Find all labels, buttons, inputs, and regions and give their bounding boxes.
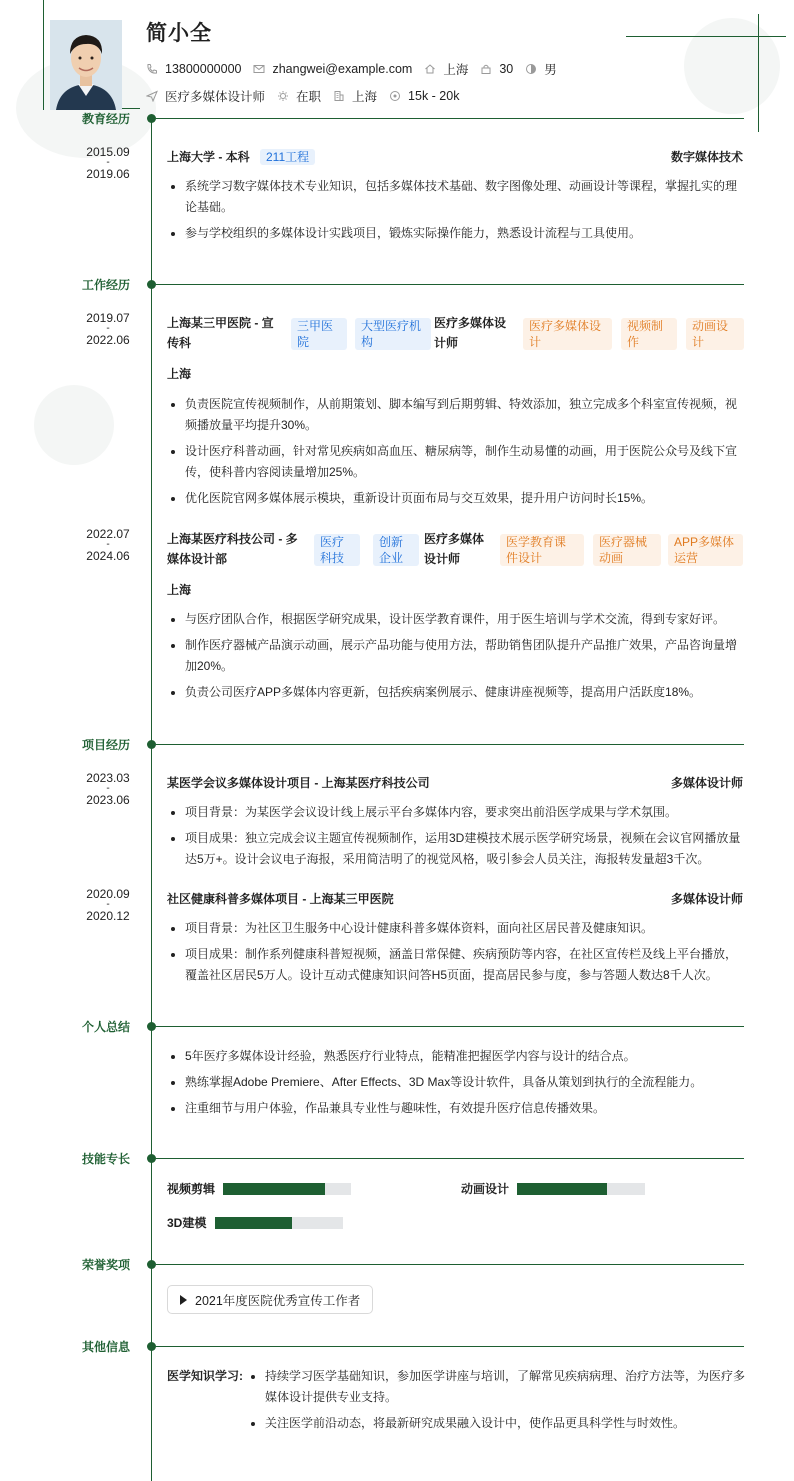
section-divider bbox=[156, 1158, 744, 1159]
company-tag: 大型医疗机 构 bbox=[355, 318, 431, 350]
section-marker bbox=[147, 740, 156, 749]
section-title-skills: 技能专长 bbox=[82, 1152, 131, 1166]
home-icon bbox=[424, 63, 436, 75]
decorative-circle bbox=[34, 385, 114, 465]
decorative-line bbox=[43, 0, 44, 110]
project-role: 多媒体设计师 bbox=[670, 776, 743, 790]
decorative-line bbox=[626, 36, 786, 37]
status-item: 在职 bbox=[277, 87, 321, 105]
timeline-axis bbox=[151, 118, 152, 1481]
skill-tag: 医学教育课 件设计 bbox=[500, 534, 584, 566]
skill-tag: 动画设 计 bbox=[686, 318, 744, 350]
decorative-line bbox=[758, 14, 759, 132]
date-range: 2023.03 - 2023.06 bbox=[86, 771, 130, 807]
avatar bbox=[50, 20, 122, 110]
section-marker bbox=[147, 114, 156, 123]
section-title-others: 其他信息 bbox=[82, 1340, 131, 1354]
work-city: 上海 bbox=[167, 367, 192, 381]
list-item: 熟练掌握Adobe Premiere、After Effects、3D Max等设计软件，具备从策划到执行的全流程能力。 bbox=[167, 1072, 745, 1093]
list-item: 负责公司医疗APP多媒体内容更新，包括疾病案例展示、健康讲座视频等，提高用户活跃度18%。 bbox=[167, 682, 745, 703]
education-bullets bbox=[167, 176, 745, 249]
company-tag: 创新 企业 bbox=[373, 534, 419, 566]
age-item: 30 bbox=[480, 62, 513, 76]
contact-row bbox=[146, 60, 569, 78]
skill-name: 3D建模 bbox=[167, 1216, 207, 1230]
section-marker bbox=[147, 1022, 156, 1031]
section-marker bbox=[147, 1342, 156, 1351]
section-divider bbox=[156, 1346, 744, 1347]
section-marker bbox=[147, 1260, 156, 1269]
school-tag: 211工程 bbox=[260, 149, 315, 165]
section-title-summary: 个人总结 bbox=[82, 1020, 131, 1034]
section-divider bbox=[156, 118, 744, 119]
list-item: 项目成果：独立完成会议主题宣传视频制作，运用3D建模技术展示医学研究场景，视频在会议官网播放量达5万+。设计会议电子海报，采用简洁明了的视觉风格，吸引参会人员关注，海报转发量超3千次。 bbox=[167, 828, 745, 870]
list-item: 负责医院宣传视频制作，从前期策划、脚本编写到后期剪辑、特效添加，独立完成多个科室宣传视频，视频播放量平均提升30%。 bbox=[167, 394, 745, 436]
company-name: 上海某医疗科技公司 - 多 媒体设计部 bbox=[167, 532, 298, 566]
school-name: 上海大学 - 本科 bbox=[167, 150, 250, 164]
skill-tag: 视频制 作 bbox=[621, 318, 677, 350]
list-item: 优化医院官网多媒体展示模块，重新设计页面布局与交互效果，提升用户访问时长15%。 bbox=[167, 488, 745, 509]
job-target-item: 医疗多媒体设计师 bbox=[146, 87, 265, 105]
send-icon bbox=[146, 90, 158, 102]
skill-tag: 医疗多媒体设 计 bbox=[523, 318, 612, 350]
list-item: 5年医疗多媒体设计经验，熟悉医疗行业特点，能精准把握医学内容与设计的结合点。 bbox=[167, 1046, 745, 1067]
salary-item: 15k - 20k bbox=[389, 89, 459, 103]
section-divider bbox=[156, 1026, 744, 1027]
list-item: 关注医学前沿动态，将最新研究成果融入设计中，使作品更具科学性与时效性。 bbox=[247, 1413, 745, 1434]
skill-name: 视频剪辑 bbox=[167, 1182, 216, 1196]
work-bullets bbox=[167, 394, 745, 514]
section-marker bbox=[147, 1154, 156, 1163]
date-range: 2015.09 - 2019.06 bbox=[86, 145, 130, 181]
candidate-name: 简小全 bbox=[146, 22, 212, 45]
section-divider bbox=[156, 744, 744, 745]
other-info-label: 医学知识学习: bbox=[167, 1369, 243, 1383]
section-marker bbox=[147, 280, 156, 289]
phone-item: 13800000000 bbox=[146, 62, 241, 76]
date-range: 2019.07 - 2022.06 bbox=[86, 311, 130, 347]
email-icon bbox=[253, 63, 265, 75]
list-item: 制作医疗器械产品演示动画，展示产品功能与使用方法，帮助销售团队提升产品推广效果，产品咨询量增加20%。 bbox=[167, 635, 745, 677]
section-title-projects: 项目经历 bbox=[82, 738, 131, 752]
status-icon bbox=[277, 90, 289, 102]
company-tag: 医疗 科技 bbox=[314, 534, 360, 566]
section-divider bbox=[156, 1264, 744, 1265]
list-item: 持续学习医学基础知识，参加医学讲座与培训，了解常见疾病病理、治疗方法等，为医疗多媒体设计提供专业支持。 bbox=[247, 1366, 745, 1408]
position-title: 医疗多媒体 设计师 bbox=[424, 532, 485, 566]
list-item: 项目成果：制作系列健康科普短视频，涵盖日常保健、疾病预防等内容，在社区宣传栏及线上平台播放，覆盖社区居民5万人。设计互动式健康知识问答H5页面，提高居民参与度，参与答题人数达8千人次。 bbox=[167, 944, 745, 986]
skill-bar bbox=[517, 1183, 645, 1195]
skill-bar-fill bbox=[517, 1183, 607, 1195]
skill-tag: 医疗器械 动画 bbox=[593, 534, 661, 566]
list-item: 与医疗团队合作，根据医学研究成果，设计医学教育课件，用于医生培训与学术交流，得到专家好评。 bbox=[167, 609, 745, 630]
email-item: zhangwei@example.com bbox=[253, 62, 412, 76]
list-item: 项目背景：为某医学会议设计线上展示平台多媒体内容，要求突出前沿医学成果与学术氛围。 bbox=[167, 802, 745, 823]
date-range: 2020.09 - 2020.12 bbox=[86, 887, 130, 923]
work-city: 上海 bbox=[167, 583, 192, 597]
honor-toggle-button[interactable]: 2021年度医院优秀宣传工作者 bbox=[167, 1285, 373, 1314]
decorative-circle bbox=[684, 18, 780, 114]
position-title: 医疗多媒体设 计师 bbox=[434, 316, 507, 350]
summary-bullets bbox=[167, 1046, 745, 1124]
date-range: 2022.07 - 2024.06 bbox=[86, 527, 130, 563]
skill-tag: APP多媒体 运营 bbox=[668, 534, 743, 566]
target-city-item: 上海 bbox=[333, 87, 377, 105]
age-icon bbox=[480, 63, 492, 75]
gender-item: 男 bbox=[525, 60, 557, 78]
job-intent-row bbox=[146, 87, 471, 105]
list-item: 系统学习数字媒体技术专业知识，包括多媒体技术基础、数字图像处理、动画设计等课程，掌握扎实的理论基础。 bbox=[167, 176, 745, 218]
section-title-honors: 荣誉奖项 bbox=[82, 1258, 131, 1272]
skill-bar-fill bbox=[215, 1217, 292, 1229]
project-bullets bbox=[167, 802, 745, 875]
project-title: 某医学会议多媒体设计项目 - 上海某医疗科技公司 bbox=[167, 776, 430, 790]
list-item: 项目背景：为社区卫生服务中心设计健康科普多媒体资料，面向社区居民普及健康知识。 bbox=[167, 918, 745, 939]
play-triangle-icon bbox=[180, 1295, 187, 1305]
gender-icon bbox=[525, 63, 537, 75]
project-title: 社区健康科普多媒体项目 - 上海某三甲医院 bbox=[167, 892, 394, 906]
skill-name: 动画设计 bbox=[461, 1182, 510, 1196]
location-item: 上海 bbox=[424, 60, 468, 78]
major: 数字媒体技术 bbox=[670, 150, 743, 164]
company-tag: 三甲医 院 bbox=[291, 318, 347, 350]
skill-bar-fill bbox=[223, 1183, 325, 1195]
section-title-education: 教育经历 bbox=[82, 112, 131, 126]
section-title-work: 工作经历 bbox=[82, 278, 131, 292]
other-info-bullets bbox=[247, 1366, 745, 1439]
skill-bar bbox=[215, 1217, 343, 1229]
project-role: 多媒体设计师 bbox=[670, 892, 743, 906]
building-icon bbox=[333, 90, 345, 102]
project-bullets bbox=[167, 918, 745, 991]
list-item: 注重细节与用户体验，作品兼具专业性与趣味性，有效提升医疗信息传播效果。 bbox=[167, 1098, 745, 1119]
list-item: 参与学校组织的多媒体设计实践项目，锻炼实际操作能力，熟悉设计流程与工具使用。 bbox=[167, 223, 745, 244]
work-bullets bbox=[167, 609, 745, 708]
company-name: 上海某三甲医院 - 宣 传科 bbox=[167, 316, 274, 350]
section-divider bbox=[156, 284, 744, 285]
phone-icon bbox=[146, 63, 158, 75]
skill-bar bbox=[223, 1183, 351, 1195]
list-item: 设计医疗科普动画，针对常见疾病如高血压、糖尿病等，制作生动易懂的动画，用于医院公众号及线下宣传，使科普内容阅读量增加25%。 bbox=[167, 441, 745, 483]
salary-icon bbox=[389, 90, 401, 102]
